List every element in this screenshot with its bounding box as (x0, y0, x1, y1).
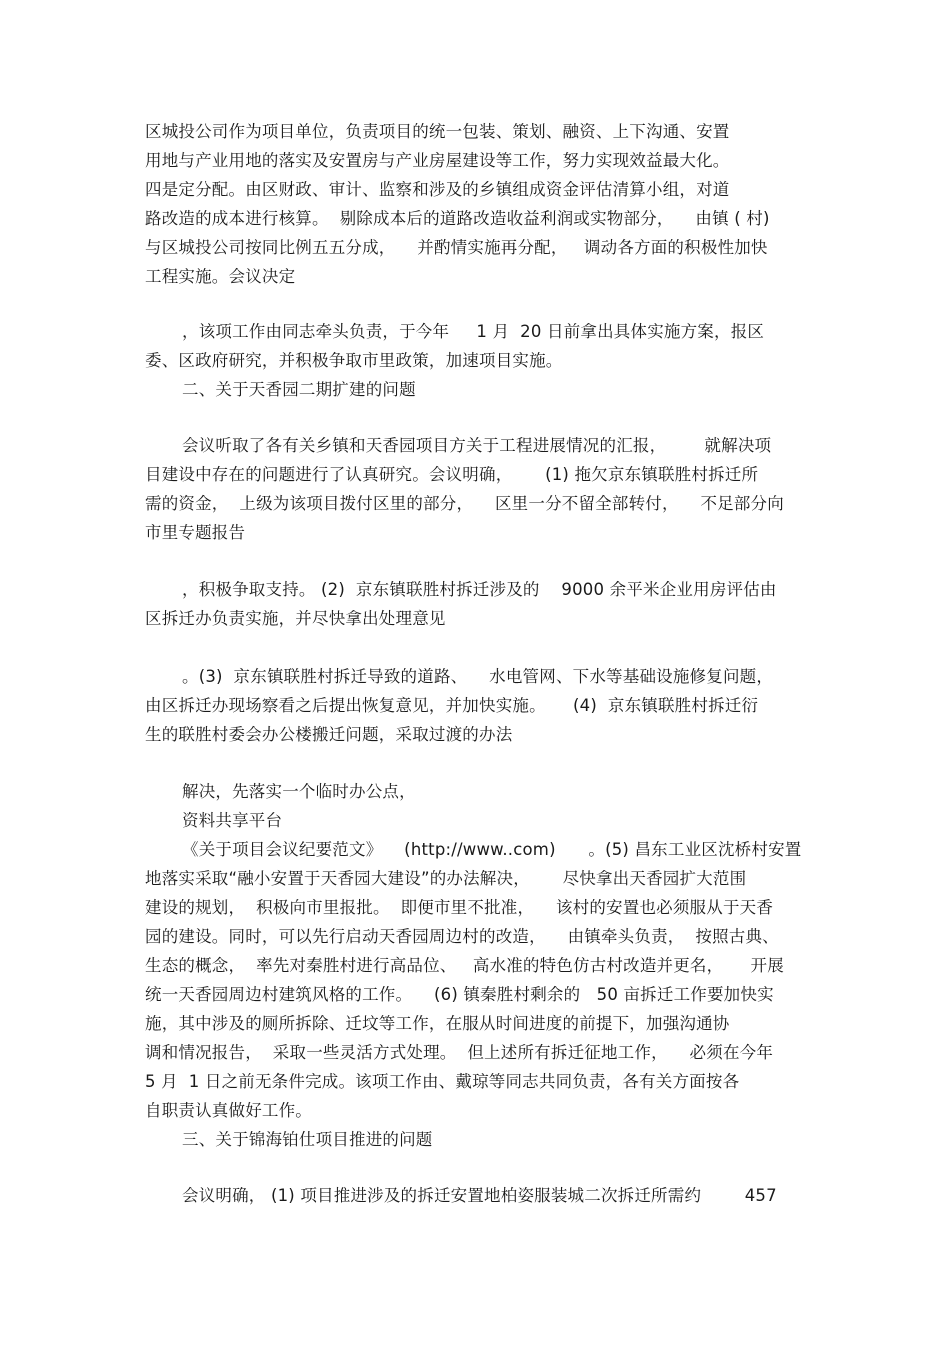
text-line: 四是定分配。由区财政、审计、监察和涉及的乡镇组成资金评估清算小组，对道 (145, 180, 730, 199)
text-line: 解决，先落实一个临时办公点， (182, 782, 416, 801)
text-line: 路改造的成本进行核算。 剔除成本后的道路改造收益利润或实物部分， 由镇 ( 村) (145, 209, 770, 228)
text-line: 会议明确， (1) 项目推进涉及的拆迁安置地柏姿服装城二次拆迁所需约 457 (182, 1186, 777, 1205)
text-line: 5 月 1 日之前无条件完成。该项工作由、戴琼等同志共同负责，各有关方面按各 (145, 1072, 740, 1091)
text-line: 需的资金， 上级为该项目拨付区里的部分， 区里一分不留全部转付， 不足部分向 (145, 494, 784, 513)
text-line: 由区拆迁办现场察看之后提出恢复意见，并加快实施。 (4) 京东镇联胜村拆迁衍 (145, 696, 759, 715)
section-heading: 二、关于天香园二期扩建的问题 (182, 380, 416, 399)
text-line: 园的建设。同时，可以先行启动天香园周边村的改造， 由镇牵头负责， 按照古典、 (145, 927, 779, 946)
text-line: 会议听取了各有关乡镇和天香园项目方关于工程进展情况的汇报， 就解决项 (182, 436, 772, 455)
text-line: 目建设中存在的问题进行了认真研究。会议明确， (1) 拖欠京东镇联胜村拆迁所 (145, 465, 759, 484)
text-line: 生的联胜村委会办公楼搬迁问题，采取过渡的办法 (145, 725, 513, 744)
text-line: 地落实采取“融小安置于天香园大建设”的办法解决， 尽快拿出天香园扩大范围 (145, 869, 747, 888)
text-line: 调和情况报告， 采取一些灵活方式处理。 但上述所有拆迁征地工作， 必须在今年 (145, 1043, 774, 1062)
section-heading: 三、关于锦海铂仕项目推进的问题 (182, 1130, 433, 1149)
text-line: 施，其中涉及的厕所拆除、迁坟等工作，在服从时间进度的前提下，加强沟通协 (145, 1014, 730, 1033)
text-line: 自职责认真做好工作。 (145, 1101, 312, 1120)
text-line: 市里专题报告 (145, 523, 246, 542)
watermark-text: 资料共享平台 (182, 811, 283, 830)
text-line: 建设的规划， 积极向市里报批。 即便市里不批准， 该村的安置也必须服从于天香 (145, 898, 774, 917)
text-line: 《关于项目会议纪要范文》 (http://www..com) 。(5) 昌东工业区沈桥村安置 (182, 840, 802, 859)
text-line: 工程实施。会议决定 (145, 267, 296, 286)
text-line: 与区城投公司按同比例五五分成， 并酌情实施再分配， 调动各方面的积极性加快 (145, 238, 768, 257)
text-line: 用地与产业用地的落实及安置房与产业房屋建设等工作，努力实现效益最大化。 (145, 151, 730, 170)
text-line: 统一天香园周边村建筑风格的工作。 (6) 镇秦胜村剩余的 50 亩拆迁工作要加快实 (145, 985, 774, 1004)
text-line: 生态的概念， 率先对秦胜村进行高品位、 高水准的特色仿古村改造并更名， 开展 (145, 956, 784, 975)
text-line: 区城投公司作为项目单位，负责项目的统一包装、策划、融资、上下沟通、安置 (145, 122, 730, 141)
text-line: 。(3) 京东镇联胜村拆迁导致的道路、 水电管网、下水等基础设施修复问题， (182, 667, 774, 686)
text-line: ，积极争取支持。 (2) 京东镇联胜村拆迁涉及的 9000 余平米企业用房评估由 (182, 580, 777, 599)
text-line: ，该项工作由同志牵头负责，于今年 1 月 20 日前拿出具体实施方案，报区 (182, 322, 765, 341)
text-line: 委、区政府研究，并积极争取市里政策，加速项目实施。 (145, 351, 563, 370)
text-line: 区拆迁办负责实施，并尽快拿出处理意见 (145, 609, 446, 628)
